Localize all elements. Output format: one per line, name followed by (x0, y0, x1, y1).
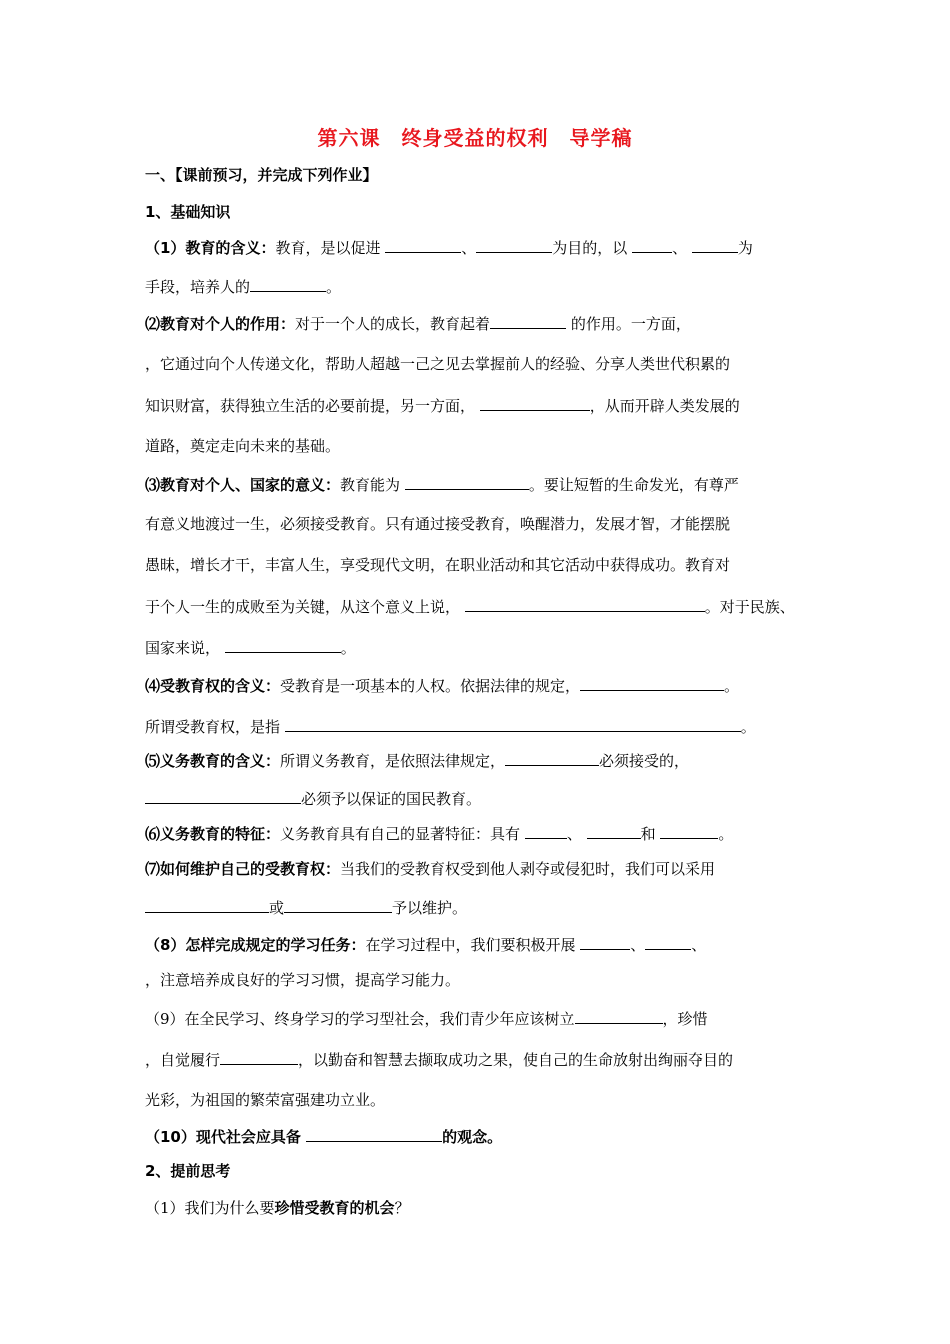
question-4-line-2 (145, 716, 756, 737)
question-9-line-2 (145, 1049, 733, 1070)
subsection-heading: 2、提前思考 (145, 1162, 231, 1180)
text: 。 (718, 825, 734, 843)
text: 所谓义务教育，是依照法律规定， (280, 752, 506, 770)
text: 、 (691, 936, 707, 954)
question-8-line-2: ，注意培养成良好的学习习惯，提高学习能力。 (145, 971, 461, 989)
fill-blank[interactable] (575, 1008, 663, 1024)
question-8-line-1 (145, 934, 706, 955)
text: 的观念。 (442, 1128, 503, 1146)
page-title: 第六课 终身受益的权利 导学稿 (317, 126, 633, 150)
fill-blank[interactable] (660, 823, 718, 839)
text: 、 (672, 239, 688, 257)
text: 和 (640, 825, 656, 843)
text: 于个人一生的成败至为关键，从这个意义上说， (145, 598, 461, 616)
fill-blank[interactable] (632, 237, 672, 253)
fill-blank[interactable] (580, 675, 724, 691)
text: ，从而开辟人类发展的 (589, 397, 740, 415)
text: 手段，培养人的 (145, 278, 251, 296)
question-5-line-2 (145, 788, 481, 809)
text: ，自觉履行 (145, 1051, 221, 1069)
fill-blank[interactable] (250, 276, 326, 292)
question-7-line-2 (145, 897, 467, 918)
text: （1）我们为什么要 (145, 1199, 275, 1217)
text: ？ (394, 1199, 410, 1217)
text: 的作用。一方面， (570, 315, 691, 333)
fill-blank[interactable] (587, 823, 641, 839)
question-3-line-5 (145, 637, 356, 658)
fill-blank[interactable] (505, 750, 599, 766)
question-5-line-1 (145, 750, 689, 771)
fill-blank[interactable] (285, 716, 741, 732)
text: ，以勤奋和智慧去撷取成功之果，使自己的生命放射出绚丽夺目的 (298, 1051, 734, 1069)
question-label: （8）怎样完成规定的学习任务： (145, 936, 366, 954)
text: 为目的，以 (552, 239, 628, 257)
text: 为 (737, 239, 753, 257)
text: 、 (566, 825, 582, 843)
text: 。对于民族、 (704, 598, 795, 616)
question-label: ⑵教育对个人的作用： (145, 315, 296, 333)
question-label: ⑸义务教育的含义： (145, 752, 281, 770)
fill-blank[interactable] (145, 897, 269, 913)
text: 义务教育具有自己的显著特征：具有 (280, 825, 521, 843)
text: 在学习过程中，我们要积极开展 (365, 936, 576, 954)
text: 。 (326, 278, 342, 296)
text: 、 (630, 936, 646, 954)
text: 所谓受教育权，是指 (145, 718, 281, 736)
question-1-line-2 (145, 276, 341, 297)
question-9-line-3: 光彩，为祖国的繁荣富强建功立业。 (145, 1091, 386, 1109)
text: （9）在全民学习、终身学习的学习型社会，我们青少年应该树立 (145, 1010, 575, 1028)
question-3-line-4 (145, 596, 795, 617)
question-label: ⑶教育对个人、国家的意义： (145, 476, 341, 494)
question-3-line-1 (145, 474, 739, 495)
text: 。要让短暂的生命发光，有尊严 (528, 476, 739, 494)
text: 。 (340, 639, 356, 657)
question-4-line-1 (145, 675, 739, 696)
fill-blank[interactable] (645, 934, 691, 950)
text: 予以维护。 (392, 899, 468, 917)
fill-blank[interactable] (525, 823, 567, 839)
section-heading: 一、【课前预习，并完成下列作业】 (145, 166, 378, 184)
text: ，珍惜 (662, 1010, 708, 1028)
text: 、 (461, 239, 477, 257)
text: 。 (740, 718, 756, 736)
text: 必须予以保证的国民教育。 (301, 790, 482, 808)
fill-blank[interactable] (145, 788, 301, 804)
text: 知识财富，获得独立生活的必要前提，另一方面， (145, 397, 476, 415)
fill-blank[interactable] (476, 237, 552, 253)
fill-blank[interactable] (220, 1049, 298, 1065)
fill-blank[interactable] (480, 395, 590, 411)
question-3-line-2: 有意义地渡过一生，必须接受教育。只有通过接受教育，唤醒潜力，发展才智，才能摆脱 (145, 515, 731, 533)
subsection-heading: 1、基础知识 (145, 203, 231, 221)
text: 教育，是以促进 (275, 239, 381, 257)
think-question-1 (145, 1198, 410, 1218)
question-3-line-3: 愚昧，增长才干，丰富人生，享受现代文明，在职业活动和其它活动中获得成功。教育对 (145, 556, 731, 574)
text: （10）现代社会应具备 (145, 1128, 301, 1146)
question-2-line-1 (145, 313, 691, 334)
text: 对于一个人的成长，教育起着 (295, 315, 491, 333)
question-10-line-1 (145, 1126, 502, 1147)
fill-blank[interactable] (692, 237, 738, 253)
text: 。 (724, 677, 740, 695)
fill-blank[interactable] (306, 1126, 442, 1142)
fill-blank[interactable] (405, 474, 529, 490)
text: 或 (269, 899, 285, 917)
question-label: ⑷受教育权的含义： (145, 677, 281, 695)
text: 当我们的受教育权受到他人剥夺或侵犯时，我们可以采用 (340, 860, 716, 878)
text: 必须接受的， (599, 752, 690, 770)
question-2-line-4: 道路，奠定走向未来的基础。 (145, 437, 341, 455)
question-2-line-3 (145, 395, 740, 416)
fill-blank[interactable] (225, 637, 341, 653)
question-label: ⑺如何维护自己的受教育权： (145, 860, 341, 878)
question-7-line-1 (145, 859, 715, 879)
text: 教育能为 (340, 476, 401, 494)
question-label: （1）教育的含义： (145, 239, 276, 257)
text: 珍惜受教育的机会 (274, 1199, 395, 1217)
question-6-line-1 (145, 823, 733, 844)
fill-blank[interactable] (465, 596, 705, 612)
text: 受教育是一项基本的人权。依据法律的规定， (280, 677, 581, 695)
question-9-line-1 (145, 1008, 708, 1029)
question-label: ⑹义务教育的特征： (145, 825, 281, 843)
text: 国家来说， (145, 639, 221, 657)
fill-blank[interactable] (490, 313, 566, 329)
fill-blank[interactable] (580, 934, 630, 950)
fill-blank[interactable] (385, 237, 461, 253)
question-1-line-1 (145, 237, 753, 258)
question-2-line-2: ，它通过向个人传递文化，帮助人超越一己之见去掌握前人的经验、分享人类世代积累的 (145, 355, 731, 373)
fill-blank[interactable] (284, 897, 392, 913)
